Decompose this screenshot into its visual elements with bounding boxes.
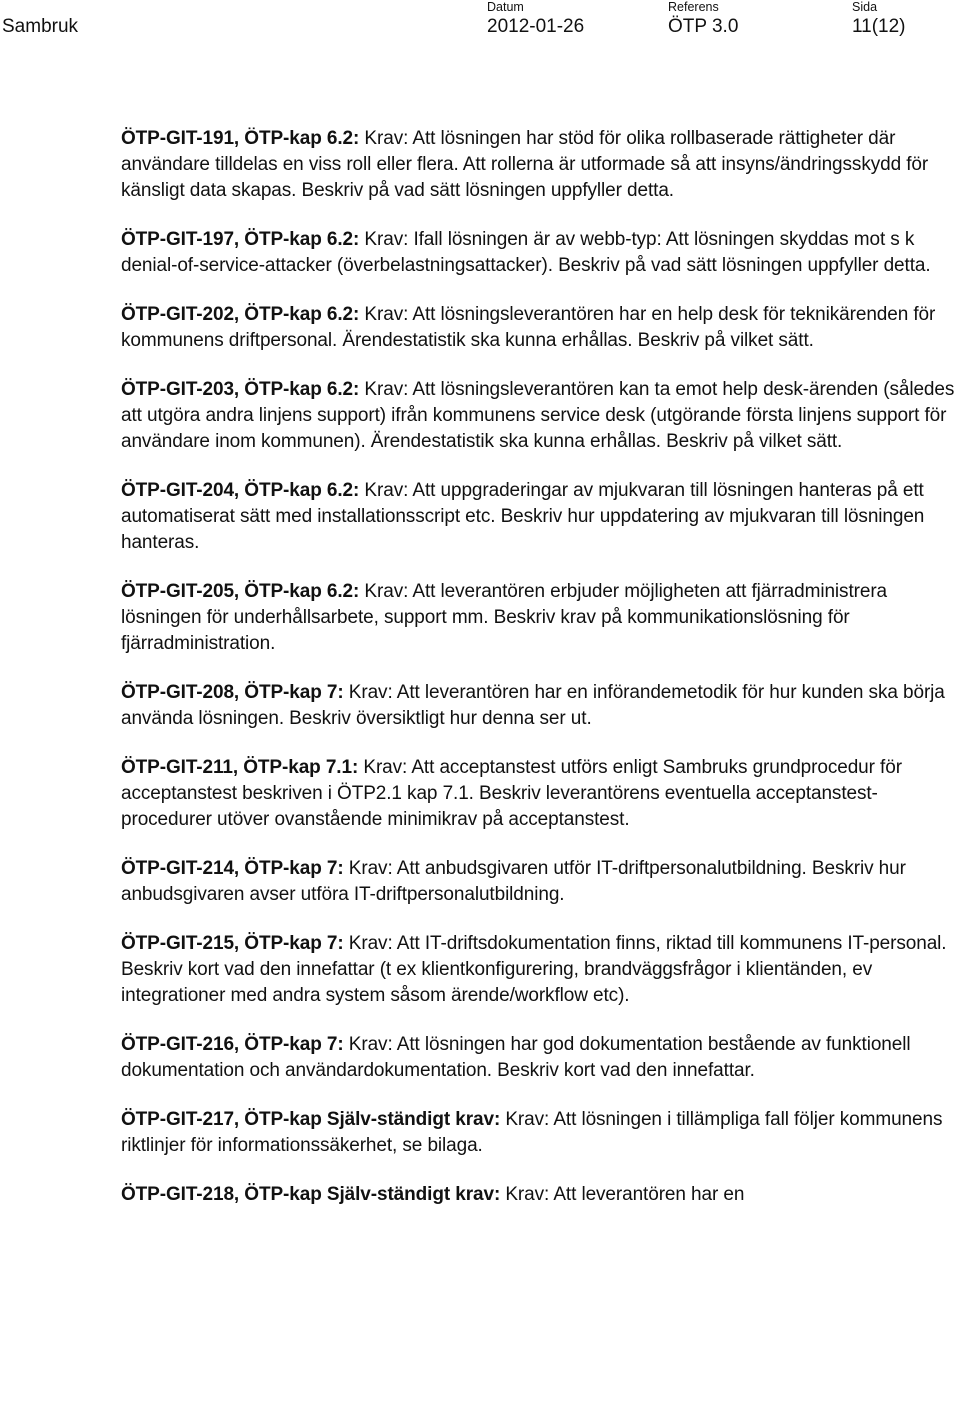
- header-page: [852, 0, 906, 38]
- requirement-text: Krav: Att uppgraderingar av mjukvaran till lösningen hanteras på ett automatiserat sätt med installationsscript etc. Beskriv hur uppdatering av mjukvaran till lösningen hanteras.: [121, 480, 925, 553]
- requirement-id: ÖTP-GIT-211, ÖTP-kap 7.1:: [121, 757, 359, 778]
- requirement-id: ÖTP-GIT-214, ÖTP-kap 7:: [121, 858, 344, 879]
- requirement-id: ÖTP-GIT-217, ÖTP-kap Själv-ständigt krav:: [121, 1109, 501, 1130]
- page-label: Sida: [852, 0, 878, 14]
- requirement-text: Krav: Att lösningsleverantören kan ta emot help desk-ärenden (således att utgöra andra linjens support) ifrån kommunens service desk (utgörande första linjens support för användare inom kommunen). Ärendestatistik ska kunna erhållas. Beskriv på vilket sätt.: [121, 379, 955, 452]
- date-value: 2012-01-26: [487, 16, 585, 37]
- requirement-item: [121, 1107, 957, 1159]
- reference-label: Referens: [668, 0, 719, 14]
- requirement-item: [121, 227, 957, 279]
- requirement-item: [121, 755, 957, 833]
- requirement-text: Krav: Att lösningsleverantören har en help desk för teknikärenden för kommunens driftpersonal. Ärendestatistik ska kunna erhållas. Beskriv på vilket sätt.: [121, 304, 936, 351]
- requirement-text: Krav: Ifall lösningen är av webb-typ: Att lösningen skyddas mot s k denial-of-service-attacker (överbelastningsattacker). Beskriv på vad sätt lösningen uppfyller detta.: [121, 229, 931, 276]
- requirement-item: [121, 1032, 957, 1084]
- requirement-text: Krav: Att IT-driftsdokumentation finns, riktad till kommunens IT-personal. Beskriv kort vad den innefattar (t ex klientkonfigurering, brandväggsfrågor i klientänden, ev integrationer med andra system såsom ärende/workflow etc).: [121, 933, 947, 1006]
- reference-value: ÖTP 3.0: [668, 16, 739, 37]
- requirements-list: [121, 126, 957, 1231]
- requirement-id: ÖTP-GIT-215, ÖTP-kap 7:: [121, 933, 344, 954]
- requirement-item: [121, 856, 957, 908]
- requirement-id: ÖTP-GIT-205, ÖTP-kap 6.2:: [121, 581, 360, 602]
- date-label: Datum: [487, 0, 524, 14]
- requirement-id: ÖTP-GIT-204, ÖTP-kap 6.2:: [121, 480, 360, 501]
- requirement-id: ÖTP-GIT-197, ÖTP-kap 6.2:: [121, 229, 360, 250]
- requirement-text: Krav: Att leverantören erbjuder möjligheten att fjärradministrera lösningen för underhållsarbete, support mm. Beskriv krav på kommunikationslösning för fjärradministration.: [121, 581, 888, 654]
- requirement-item: [121, 931, 957, 1009]
- requirement-text: Krav: Att lösningen har stöd för olika rollbaserade rättigheter där användare tilldelas en viss roll eller flera. Att rollerna är utformade så att insyns/ändringsskydd för känsligt data skapas. Beskriv på vad sätt lösningen uppfyller detta.: [121, 128, 929, 201]
- requirement-item: [121, 680, 957, 732]
- requirement-text: Krav: Att anbudsgivaren utför IT-driftpersonalutbildning. Beskriv hur anbudsgivaren avser utföra IT-driftpersonalutbildning.: [121, 858, 906, 905]
- requirement-id: ÖTP-GIT-202, ÖTP-kap 6.2:: [121, 304, 360, 325]
- header-reference: [668, 0, 738, 38]
- requirement-id: ÖTP-GIT-208, ÖTP-kap 7:: [121, 682, 344, 703]
- requirement-item: [121, 302, 957, 354]
- requirement-item: [121, 377, 957, 455]
- requirement-id: ÖTP-GIT-216, ÖTP-kap 7:: [121, 1034, 344, 1055]
- requirement-text: Krav: Att lösningen i tillämpliga fall följer kommunens riktlinjer för informationssäkerhet, se bilaga.: [121, 1109, 943, 1156]
- requirement-text: Krav: Att acceptanstest utförs enligt Sambruks grundprocedur för acceptanstest beskriven i ÖTP2.1 kap 7.1. Beskriv leverantörens eventuella acceptanstest-procedurer utöver ovanstående minimikrav på acceptanstest.: [121, 757, 902, 830]
- requirement-item: [121, 478, 957, 556]
- requirement-id: ÖTP-GIT-203, ÖTP-kap 6.2:: [121, 379, 360, 400]
- requirement-id: ÖTP-GIT-191, ÖTP-kap 6.2:: [121, 128, 360, 149]
- requirement-text: Krav: Att lösningen har god dokumentation bestående av funktionell dokumentation och användardokumentation. Beskriv kort vad den innefattar.: [121, 1034, 911, 1081]
- requirement-text: Krav: Att leverantören har en: [505, 1184, 745, 1205]
- requirement-item: [121, 579, 957, 657]
- requirement-item: [121, 126, 957, 204]
- page-header: [0, 0, 960, 44]
- header-date: [487, 0, 584, 38]
- requirement-id: ÖTP-GIT-218, ÖTP-kap Själv-ständigt krav:: [121, 1184, 501, 1205]
- requirement-text: Krav: Att leverantören har en införandemetodik för hur kunden ska börja använda lösningen. Beskriv översiktligt hur denna ser ut.: [121, 682, 945, 729]
- page-value: 11(12): [852, 16, 906, 37]
- organization-name: Sambruk: [2, 16, 79, 37]
- requirement-item: [121, 1182, 957, 1208]
